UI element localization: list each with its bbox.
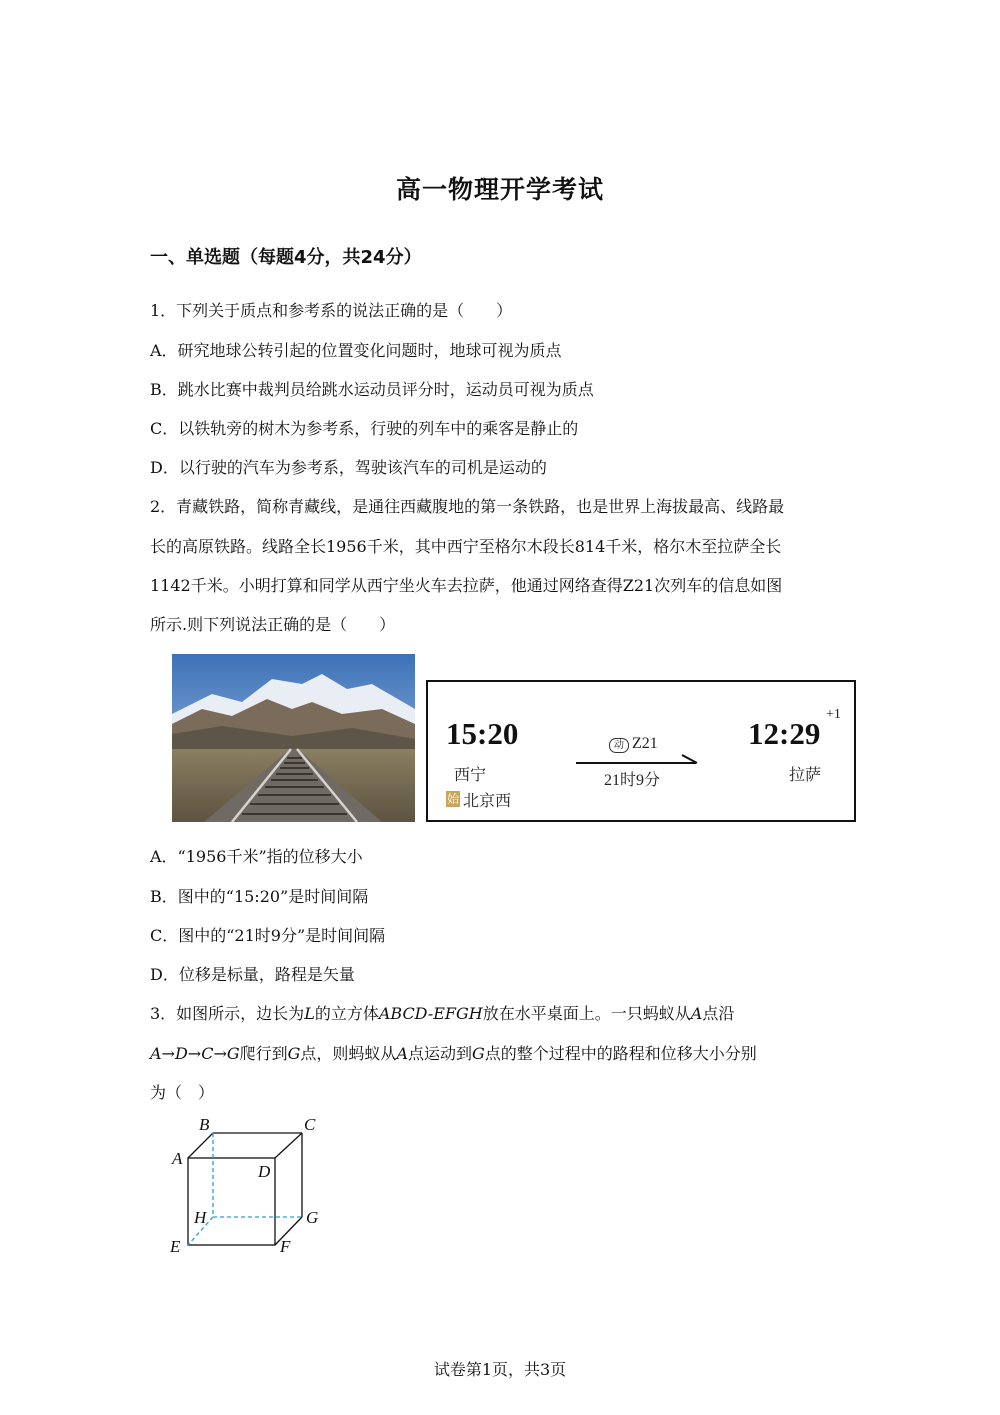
q3-var-g: G: [287, 1044, 301, 1063]
q2-stem-line-1: 2．青藏铁路，简称青藏线，是通往西藏腹地的第一条铁路，也是世界上海拔最高、线路最: [150, 497, 785, 516]
q3-text: 放在水平桌面上。一只蚂蚁从: [482, 1004, 691, 1023]
q1-option-d: D．以行驶的汽车为参考系，驾驶该汽车的司机是运动的: [150, 458, 547, 477]
q3-text: 点运动到: [408, 1044, 473, 1063]
arrow-icon: [576, 754, 701, 768]
q3-path: A→D→C→G: [150, 1044, 240, 1063]
q3-text: 3．如图所示，边长为: [150, 1004, 305, 1023]
q2-option-b: B．图中的“15:20”是时间间隔: [150, 887, 369, 906]
q3-stem-line-3: 为（ ）: [150, 1083, 215, 1102]
arrive-station: 拉萨: [789, 767, 822, 784]
trip-duration: 21时9分: [604, 772, 661, 789]
page-title: 高一物理开学考试: [395, 175, 604, 204]
vertex-label-c: C: [304, 1115, 316, 1134]
q1-option-b: B．跳水比赛中裁判员给跳水运动员评分时，运动员可视为质点: [150, 380, 594, 399]
train-info-panel: [426, 680, 856, 822]
q3-text: 点，则蚂蚁从: [300, 1044, 397, 1063]
vertex-label-f: F: [280, 1237, 291, 1256]
origin-badge: 始: [447, 792, 460, 806]
q3-stem-line-1: [150, 1001, 734, 1024]
depart-time: 15:20: [446, 716, 519, 751]
q2-option-a: A．“1956千米”指的位移大小: [150, 847, 363, 866]
vertex-label-h: H: [194, 1208, 207, 1227]
q3-stem-line-2: [150, 1041, 757, 1064]
vertex-label-d: D: [258, 1162, 271, 1181]
q2-stem-line-2: 长的高原铁路。线路全长1956千米，其中西宁至格尔木段长814千米，格尔木至拉萨全长: [150, 537, 782, 556]
q2-stem-line-4: 所示.则下列说法正确的是（ ）: [150, 615, 396, 634]
q3-var-a: A: [396, 1044, 408, 1063]
day-offset: +1: [826, 707, 841, 722]
q3-text: 点的整个过程中的路程和位移大小分别: [484, 1044, 757, 1063]
q3-text: 爬行到: [239, 1044, 288, 1063]
q3-var-l: L: [304, 1004, 315, 1023]
q3-var-g: G: [472, 1044, 485, 1063]
q3-cube-name: ABCD-EFGH: [378, 1004, 483, 1023]
vertex-label-g: G: [306, 1208, 319, 1227]
vertex-label-b: B: [199, 1115, 210, 1134]
q2-stem-line-3: 1142千米。小明打算和同学从西宁坐火车去拉萨，他通过网络查得Z21次列车的信息如图: [150, 576, 783, 595]
q1-option-a: A．研究地球公转引起的位置变化问题时，地球可视为质点: [150, 341, 562, 360]
q3-text: 点沿: [702, 1004, 735, 1023]
arrive-time: 12:29: [748, 716, 821, 751]
train-type-badge: 动: [609, 738, 629, 753]
vertex-label-e: E: [170, 1237, 181, 1256]
q1-stem: 1．下列关于质点和参考系的说法正确的是（ ）: [150, 301, 513, 320]
railway-photo: [172, 654, 415, 822]
q3-var-a: A: [690, 1004, 703, 1023]
page-footer: 试卷第1页，共3页: [433, 1360, 567, 1379]
section-heading: 一、单选题（每题4分，共24分）: [150, 247, 422, 268]
q3-text: 的立方体: [314, 1004, 379, 1023]
q2-option-d: D．位移是标量，路程是矢量: [150, 965, 355, 984]
cube-diagram: [165, 1112, 335, 1257]
depart-station: 西宁: [454, 767, 487, 784]
origin-station: 北京西: [463, 793, 512, 810]
vertex-label-a: A: [172, 1149, 183, 1168]
q2-option-c: C．图中的“21时9分”是时间间隔: [150, 926, 386, 945]
train-number: Z21: [632, 735, 658, 752]
q1-option-c: C．以铁轨旁的树木为参考系，行驶的列车中的乘客是静止的: [150, 419, 579, 438]
